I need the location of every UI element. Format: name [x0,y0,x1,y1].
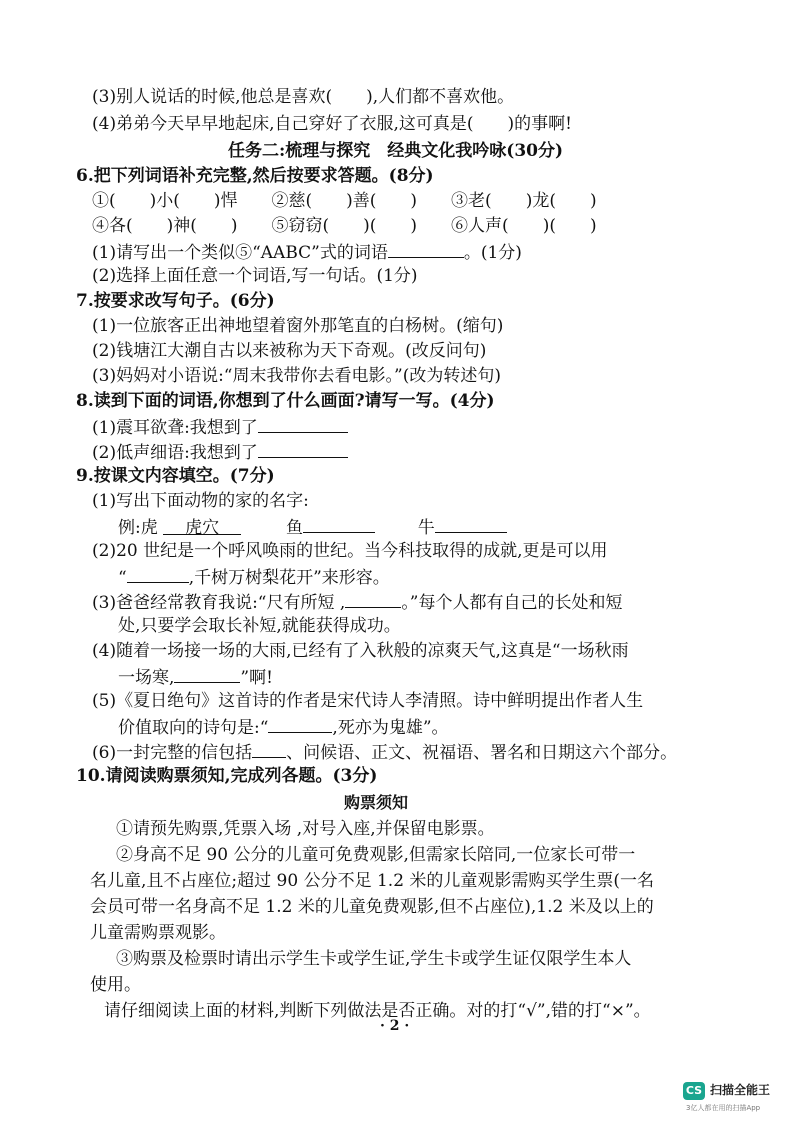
q9-sub2-text: ,千树万树梨花开”来形容。 [188,568,390,588]
fish-label: 鱼 [285,518,303,538]
notice-item-3-line1: ③购票及检票时请出示学生卡或学生证,学生卡或学生证仅限学生本人 [116,949,632,969]
q7-sub1: (1)一位旅客正出神地望着窗外那笔直的白杨树。(缩句) [92,316,504,336]
q6-sub1-score: 。(1分) [463,243,522,263]
q6-words-row1: ①( )小( )悍 ②慈( )善( ) ③老( )龙( ) [92,191,597,211]
q6-sub1 [92,240,522,264]
q9-sub3-blank[interactable] [345,590,401,608]
q8-sub1-text: (1)震耳欲聋:我想到了 [92,418,258,438]
q9-sub6-text2: 、问候语、正文、祝福语、署名和日期这六个部分。 [286,743,678,763]
q10-heading: 10.请阅读购票须知,完成列各题。(3分) [76,766,378,786]
q5-item-4: (4)弟弟今天早早地起床,自己穿好了衣服,这可真是( )的事啊! [92,114,572,134]
notice-item-2-line2: 名儿童,且不占座位;超过 90 公分不足 1.2 米的儿童观影需购买学生票(一名 [90,871,655,891]
q9-sub5-line2 [118,715,449,739]
q9-sub4-line1: (4)随着一场接一场的大雨,已经有了入秋般的凉爽天气,这真是“一场秋雨 [92,641,629,661]
q9-sub4-line2 [118,665,273,689]
q10-instruction: 请仔细阅读上面的材料,判断下列做法是否正确。对的打“√”,错的打“×”。 [104,1001,651,1021]
q9-sub3-text2: 。”每个人都有自己的长处和短 [401,593,623,613]
q9-sub5-text2: ,死亦为鬼雄”。 [332,718,449,738]
q5-item-3: (3)别人说话的时候,他总是喜欢( ),人们都不喜欢他。 [92,87,515,107]
q6-words-row2: ④各( )神( ) ⑤窃窃( )( ) ⑥人声( )( ) [92,216,597,236]
q8-sub2-blank[interactable] [258,440,348,458]
q9-sub1: (1)写出下面动物的家的名字: [92,491,309,511]
q9-sub4-text: 一场寒, [118,668,175,688]
q9-sub5-text: 价值取向的诗句是:“ [118,718,269,738]
q9-sub6-text: (6)一封完整的信包括 [92,743,253,763]
q8-heading: 8.读到下面的词语,你想到了什么画面?请写一写。(4分) [76,391,495,411]
q9-sub2-line2 [118,565,390,589]
q8-sub1-blank[interactable] [258,415,348,433]
q7-sub2: (2)钱塘江大潮自古以来被称为天下奇观。(改反问句) [92,341,487,361]
notice-item-1: ①请预先购票,凭票入场 ,对号入座,并保留电影票。 [116,819,495,839]
q8-sub1 [92,415,348,439]
q8-sub2 [92,440,348,464]
q9-sub4-text2: ”啊! [240,668,273,688]
q9-sub1-example [118,515,507,539]
q9-sub6 [92,740,677,764]
cattle-blank[interactable] [435,515,507,533]
q7-sub3: (3)妈妈对小语说:“周末我带你去看电影。”(改为转述句) [92,366,501,386]
example-answer: 虎穴 [163,517,241,535]
q6-sub2: (2)选择上面任意一个词语,写一句话。(1分) [92,266,418,286]
q9-sub3-text: (3)爸爸经常教育我说:“尺有所短 , [92,593,346,613]
notice-title: 购票须知 [344,793,409,812]
camscanner-logo-icon: CS [683,1082,705,1100]
q9-heading: 9.按课文内容填空。(7分) [76,466,275,486]
q9-sub2-line1: (2)20 世纪是一个呼风唤雨的世纪。当今科技取得的成就,更是可以用 [92,541,608,561]
cattle-label: 牛 [417,518,435,538]
q6-sub1-text: (1)请写出一个类似⑤“AABC”式的词语 [92,243,388,263]
q9-sub4-blank[interactable] [174,665,240,683]
notice-item-2-line3: 会员可带一名身高不足 1.2 米的儿童免费观影,但不占座位),1.2 米及以上的 [90,897,654,917]
example-label: 例:虎 [118,518,158,538]
watermark-name: 扫描全能王 [710,1083,771,1097]
open-quote: “ [118,568,127,588]
notice-item-2-line4: 儿童需购票观影。 [90,923,226,943]
q9-sub5-blank[interactable] [268,715,332,733]
q8-sub2-text: (2)低声细语:我想到了 [92,443,258,463]
q6-heading: 6.把下列词语补充完整,然后按要求答题。(8分) [76,166,434,186]
q9-sub2-blank[interactable] [127,565,189,583]
watermark-tagline: 3亿人都在用的扫描App [686,1104,761,1112]
q9-sub6-blank[interactable] [252,740,286,758]
page-number: · 2 · [380,1018,410,1034]
q6-sub1-blank[interactable] [388,240,464,258]
q7-heading: 7.按要求改写句子。(6分) [76,291,275,311]
q9-sub5-line1: (5)《夏日绝句》这首诗的作者是宋代诗人李清照。诗中鲜明提出作者人生 [92,691,644,711]
q9-sub3-line2: 处,只要学会取长补短,就能获得成功。 [118,616,401,636]
notice-item-3-line2: 使用。 [90,975,141,995]
fish-blank[interactable] [303,515,375,533]
notice-item-2-line1: ②身高不足 90 公分的儿童可免费观影,但需家长陪同,一位家长可带一 [116,845,636,865]
q9-sub3-line1 [92,590,623,614]
section-title-task2: 任务二:梳理与探究 经典文化我吟咏(30分) [228,141,564,161]
